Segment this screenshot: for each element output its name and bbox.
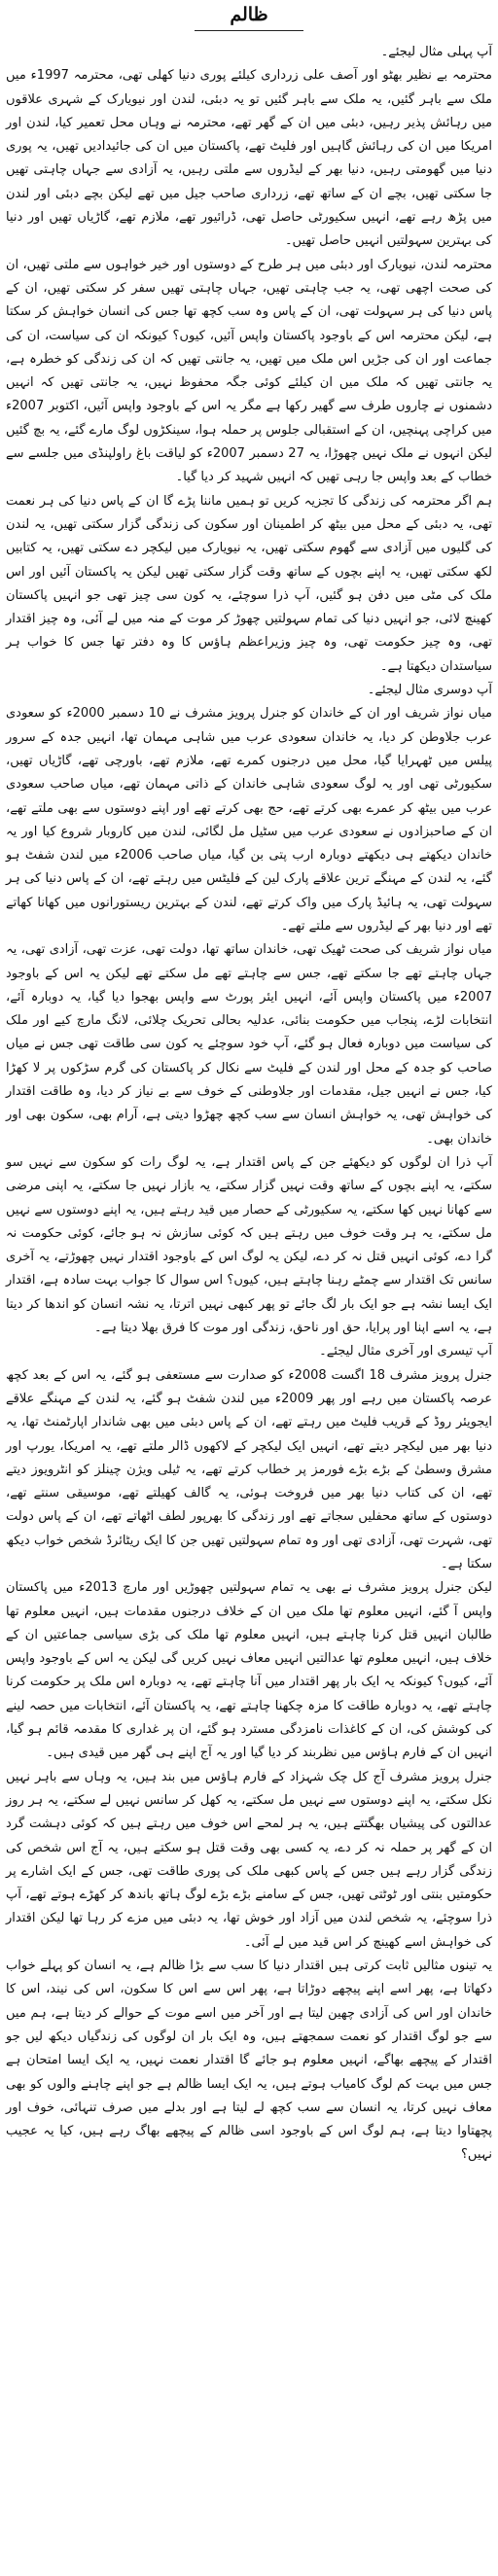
paragraph-second-example-heading: آپ دوسری مثال لیجئے۔	[367, 683, 492, 698]
paragraph: آپ ذرا ان لوگوں کو دیکھئے جن کے پاس اقتدار ہے، یہ لوگ رات کو سکون سے نہیں سو سکتے، یہ اپنے بچوں کے ساتھ وقت نہیں گزار سکتے، یہ بازار نہیں جا سکتے، یہ اپنی مرضی سے کھانا نہیں کھا سکتے، یہ سکیورٹی کے حصار میں قید رہتے ہیں، یہ اپنے دوستوں سے نہیں مل سکتے، یہ ہر وقت خوف میں رہتے ہیں کہ کوئی سازش نہ ہو جائے، کوئی حکومت نہ گرا دے، کوئی انہیں قتل نہ کر دے، لیکن یہ لوگ اس کے باوجود اقتدار نہیں چھوڑتے، یہ آخری سانس تک اقتدار سے چمٹے رہنا چاہتے ہیں، کیوں؟ اس سوال کا جواب بہت سادہ ہے، اقتدار ایک ایسا نشہ ہے جو ایک بار لگ جائے تو پھر کبھی نہیں اترتا، یہ نشہ انسان کو اندھا کر دیتا ہے، یہ اسے اپنا اور پرایا، حق اور ناحق، زندگی اور موت کا فرق بھلا دیتا ہے۔	[6, 1154, 492, 1336]
paragraph: جنرل پرویز مشرف 18 اگست 2008ء کو صدارت سے مستعفی ہو گئے، یہ اس کے بعد کچھ عرصہ پاکستان میں رہے اور پھر 2009ء میں لندن شفٹ ہو گئے، یہ لندن کے مہنگے علاقے ایجویئر روڈ کے قریب فلیٹ میں رہتے تھے، ان کے پاس دبئی میں بھی شاندار اپارٹمنٹ تھا، یہ دنیا بھر میں لیکچر دیتے تھے، انہیں ایک لیکچر کے لاکھوں ڈالر ملتے تھے، یہ امریکا، یورپ اور مشرق وسطیٰ کے بڑے بڑے فورمز پر خطاب کرتے تھے، یہ ٹیلی ویژن چینلز کو انٹرویوز دیتے تھے، ان کی کتاب دنیا بھر میں فروخت ہوئی، یہ گالف کھیلتے تھے، موسیقی سنتے تھے، دوستوں کے ساتھ محفلیں سجاتے تھے اور زندگی کا بھرپور لطف اٹھاتے تھے، ان کے پاس دولت تھی، شہرت تھی، آزادی تھی اور وہ تمام سہولتیں تھیں جن کا ایک ریٹائرڈ شخص خواب دیکھ سکتا ہے۔	[6, 1367, 493, 1571]
paragraph: محترمہ لندن، نیویارک اور دبئی میں ہر طرح کے دوستوں اور خیر خواہوں سے ملتی تھیں، ان کی صحت اچھی تھی، یہ جب چاہتی تھیں، جہاں چاہتی تھیں سفر کر سکتی تھیں، ان کے پاس دنیا کی ہر سہولت تھی، ان کے پاس وہ سب کچھ تھا جس کی انسان خواہش کر سکتا ہے، لیکن محترمہ اس کے باوجود پاکستان واپس آئیں، کیوں؟ کیونکہ ان کی سیاست، ان کی جماعت اور ان کی جڑیں اس ملک میں تھیں، یہ جانتی تھیں کہ ان کی زندگی کو خطرہ ہے، یہ جانتی تھیں کہ ملک میں ان کیلئے کوئی جگہ محفوظ نہیں، یہ جانتی تھیں کہ انہیں دشمنوں نے چاروں طرف سے گھیر رکھا ہے مگر یہ اس کے باوجود واپس آئیں، اکتوبر 2007ء میں کراچی پہنچیں، ان کے استقبالی جلوس پر حملہ ہوا، سینکڑوں لوگ مارے گئے، یہ بچ گئیں لیکن انہوں نے ملک نہیں چھوڑا، یہ 27 دسمبر 2007ء کو لیاقت باغ راولپنڈی میں جلسے سے خطاب کے بعد واپس جا رہی تھیں کہ انہیں شہید کر دیا گیا۔	[6, 257, 492, 485]
paragraph: ہم اگر محترمہ کی زندگی کا تجزیہ کریں تو ہمیں ماننا پڑے گا ان کے پاس دنیا کی ہر نعمت تھی، یہ دبئی کے محل میں بیٹھ کر اطمینان اور سکون کی زندگی گزار سکتی تھیں، یہ لندن کی گلیوں میں آزادی سے گھوم سکتی تھیں، یہ نیویارک میں لیکچر دے سکتی تھیں، یہ کتابیں لکھ سکتی تھیں، یہ اپنے بچوں کے ساتھ وقت گزار سکتی تھیں لیکن یہ پاکستان آئیں اور اس ملک کی مٹی میں دفن ہو گئیں، آپ ذرا سوچئے، یہ کون سی چیز تھی جو انہیں پاکستان کھینچ لائی، جو انہیں دنیا کی تمام سہولتیں چھوڑ کر موت کے منہ میں لے آئی، وہ چیز اقتدار تھی، وہ چیز حکومت تھی، وہ چیز وزیراعظم ہاؤس کا وہ دفتر تھا جس کا خواب ہر سیاستدان دیکھتا ہے۔	[6, 493, 492, 674]
paragraph: یہ تینوں مثالیں ثابت کرتی ہیں اقتدار دنیا کا سب سے بڑا ظالم ہے، یہ انسان کو پہلے خواب دکھاتا ہے، پھر اسے اپنے پیچھے دوڑاتا ہے، پھر اس سے اس کا سکون، اس کی نیند، اس کا خاندان اور اس کی آزادی چھین لیتا ہے اور آخر میں اسے موت کے حوالے کر دیتا ہے، ہم میں سے جو لوگ اقتدار کو نعمت سمجھتے ہیں، وہ ایک بار ان لوگوں کی زندگیاں دیکھ لیں جو اقتدار کے پیچھے بھاگے، انہیں معلوم ہو جائے گا اقتدار نعمت نہیں، یہ ایک ایسا امتحان ہے جس میں بہت کم لوگ کامیاب ہوتے ہیں، یہ ایک ایسا ظالم ہے جو اپنے چاہنے والوں کو بھی معاف نہیں کرتا، یہ انسان سے سب کچھ لے لیتا ہے اور بدلے میں صرف تنہائی، خوف اور پچھتاوا دیتا ہے، ہم لوگ اس کے باوجود اسی ظالم کے پیچھے بھاگ رہے ہیں، کیا یہ عجیب نہیں؟	[6, 1958, 492, 2163]
paragraph: جنرل پرویز مشرف آج کل چک شہزاد کے فارم ہاؤس میں بند ہیں، یہ وہاں سے باہر نہیں نکل سکتے، یہ اپنے دوستوں سے نہیں مل سکتے، یہ کھل کر سانس نہیں لے سکتے، یہ ہر روز عدالتوں کی پیشیاں بھگتتے ہیں، یہ ہر لمحے اس خوف میں رہتے ہیں کہ کوئی دہشت گرد ان کے گھر پر حملہ نہ کر دے، یہ کسی بھی وقت قتل ہو سکتے ہیں، یہ آج اس شخص کی زندگی گزار رہے ہیں جس کے پاس کبھی ملک کی پوری طاقت تھی، جس کے ایک اشارے پر حکومتیں بنتی اور ٹوٹتی تھیں، جس کے سامنے بڑے بڑے لوگ ہاتھ باندھ کر کھڑے ہوتے تھے، آپ ذرا سوچئے، یہ شخص لندن میں آزاد اور خوش تھا، یہ دبئی میں مزے کر رہا تھا لیکن اقتدار کی خواہش اسے کھینچ کر اس قید میں لے آئی۔	[6, 1769, 492, 1950]
paragraph: لیکن جنرل پرویز مشرف نے بھی یہ تمام سہولتیں چھوڑیں اور مارچ 2013ء میں پاکستان واپس آ گئے، انہیں معلوم تھا ملک میں ان کے خلاف درجنوں مقدمات ہیں، انہیں معلوم تھا طالبان انہیں قتل کرنا چاہتے ہیں، انہیں معلوم تھا ملک کی بڑی سیاسی جماعتیں ان کے خلاف ہیں، انہیں معلوم تھا عدالتیں انہیں معاف نہیں کریں گی لیکن یہ اس کے باوجود واپس آئے، کیوں؟ کیونکہ یہ ایک بار پھر اقتدار میں آنا چاہتے تھے، یہ دوبارہ اس ملک پر حکومت کرنا چاہتے تھے، یہ دوبارہ طاقت کا مزہ چکھنا چاہتے تھے، یہ پاکستان آئے، انتخابات میں حصہ لینے کی کوشش کی، ان کے کاغذات نامزدگی مسترد ہو گئے، ان پر غداری کا مقدمہ قائم ہو گیا، انہیں ان کے فارم ہاؤس میں نظربند کر دیا گیا اور یہ آج اپنے ہی گھر میں قیدی ہیں۔	[6, 1580, 492, 1761]
article-body	[6, 41, 492, 2168]
paragraph: میاں نواز شریف اور ان کے خاندان کو جنرل پرویز مشرف نے 10 دسمبر 2000ء کو سعودی عرب جلاوطن کر دیا، یہ خاندان سعودی عرب میں شاہی مہمان تھا، انہیں جدہ کے سرور پیلس میں ٹھہرایا گیا، محل میں درجنوں کمرے تھے، ملازم تھے، باورچی تھے، گاڑیاں تھیں، سکیورٹی تھی اور یہ لوگ سعودی شاہی خاندان کے ذاتی مہمان تھے، میاں صاحب سعودی عرب میں بیٹھ کر عمرے بھی کرتے تھے، حج بھی کرتے تھے اور اپنے دوستوں سے بھی ملتے تھے، ان کے صاحبزادوں نے سعودی عرب میں سٹیل مل لگائی، لندن میں کاروبار شروع کیا اور یہ خاندان دیکھتے ہی دیکھتے دوبارہ ارب پتی بن گیا، میاں صاحب 2006ء میں لندن شفٹ ہو گئے، یہ لندن کے مہنگے ترین علاقے پارک لین کے فلیٹس میں رہتے تھے، ان کے پاس دنیا کی ہر سہولت تھی، یہ ہائیڈ پارک میں واک کرتے تھے، لندن کے بہترین ریستورانوں میں کھانا کھاتے تھے اور دنیا بھر کے لیڈروں سے ملتے تھے۔	[6, 706, 492, 934]
paragraph-first-example-heading: آپ پہلی مثال لیجئے۔	[380, 45, 492, 59]
paragraph: میاں نواز شریف کی صحت ٹھیک تھی، خاندان ساتھ تھا، دولت تھی، عزت تھی، آزادی تھی، یہ جہاں چاہتے تھے جا سکتے تھے، جس سے چاہتے تھے مل سکتے تھے لیکن یہ اس کے باوجود 2007ء میں پاکستان واپس آئے، انہیں ایئر پورٹ سے واپس بھجوا دیا گیا، یہ دوبارہ آئے، انتخابات لڑے، پنجاب میں حکومت بنائی، عدلیہ بحالی تحریک چلائی، لانگ مارچ کیے اور ملک کی سیاست میں دوبارہ فعال ہو گئے، آپ خود سوچئے یہ کون سی طاقت تھی جس نے میاں صاحب کو جدہ کے محل اور لندن کے فلیٹ سے نکال کر پاکستان کی گرم سڑکوں پر لا کھڑا کیا، جس نے انہیں جیل، مقدمات اور جلاوطنی کے خوف سے بے نیاز کر دیا، وہ طاقت اقتدار کی خواہش تھی، یہ خواہش انسان سے سب کچھ چھڑوا دیتی ہے، آرام بھی، سکون بھی اور خاندان بھی۔	[6, 942, 492, 1147]
paragraph-third-example-heading: آپ تیسری اور آخری مثال لیجئے۔	[319, 1344, 492, 1359]
paragraph: محترمہ بے نظیر بھٹو اور آصف علی زرداری کیلئے پوری دنیا کھلی تھی، محترمہ 1997ء میں ملک سے باہر گئیں، یہ ملک سے باہر گئیں تو یہ دبئی، لندن اور نیویارک کے شہری علاقوں میں رہائش پذیر رہیں، دبئی میں ان کے گھر تھے، محترمہ نے وہاں محل تعمیر کیا، لندن اور امریکا میں ان کی رہائش گاہیں اور فلیٹ تھے، پاکستان میں ان کی جائیدادیں تھیں، یہ پوری دنیا میں گھومتی رہیں، دنیا بھر کے لیڈروں سے ملتی رہیں، یہ آزادی سے جہاں چاہتی تھیں جا سکتی تھیں، بچے ان کے ساتھ تھے، زرداری صاحب جیل میں تھے لیکن بچے دبئی اور لندن میں پڑھ رہے تھے، انہیں سکیورٹی حاصل تھی، ڈرائیور تھے، ملازم تھے، گاڑیاں تھیں اور دنیا کی بہترین سہولتیں انہیں حاصل تھیں۔	[6, 68, 492, 249]
title-underline	[195, 30, 303, 31]
title-block	[6, 0, 492, 41]
article-title: ظالم	[230, 4, 268, 25]
